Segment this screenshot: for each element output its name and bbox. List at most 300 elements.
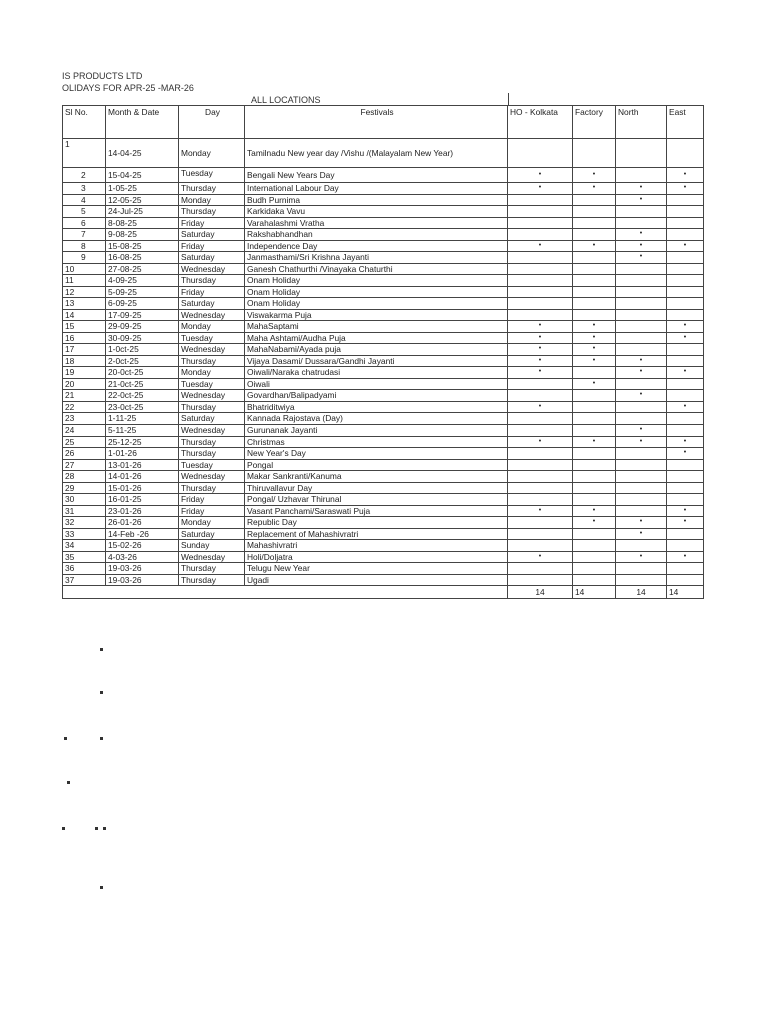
col-header-day: Day	[179, 106, 245, 139]
row-ho-kolkata-mark: •	[508, 367, 573, 379]
row-east-mark: •	[667, 240, 704, 252]
table-row	[63, 540, 704, 552]
stray-dot	[67, 781, 70, 784]
row-day: Thursday	[179, 563, 245, 575]
row-east-mark	[667, 309, 704, 321]
row-ho-kolkata-mark	[508, 494, 573, 506]
row-sno: 35	[63, 551, 106, 563]
row-east-mark	[667, 275, 704, 287]
row-festival: Rakshabhandhan	[245, 229, 508, 241]
row-sno: 25	[63, 436, 106, 448]
row-north-mark	[616, 286, 667, 298]
row-day: Wednesday	[179, 424, 245, 436]
row-day: Wednesday	[179, 344, 245, 356]
row-ho-kolkata-mark: •	[508, 401, 573, 413]
row-day: Thursday	[179, 574, 245, 586]
row-sno: 32	[63, 517, 106, 529]
row-date: 15-08-25	[106, 240, 179, 252]
row-sno: 26	[63, 448, 106, 460]
row-day: Tuesday	[179, 332, 245, 344]
row-ho-kolkata-mark: •	[508, 505, 573, 517]
row-factory-mark	[573, 206, 616, 218]
row-day: Saturday	[179, 252, 245, 264]
row-factory-mark	[573, 459, 616, 471]
row-east-mark	[667, 229, 704, 241]
row-factory-mark	[573, 286, 616, 298]
table-row	[63, 183, 704, 195]
row-day: Wednesday	[179, 309, 245, 321]
row-sno: 2	[63, 168, 106, 183]
row-sno: 13	[63, 298, 106, 310]
row-ho-kolkata-mark	[508, 390, 573, 402]
row-date: 13-01-26	[106, 459, 179, 471]
row-festival: Onam Holiday	[245, 298, 508, 310]
row-sno: 7	[63, 229, 106, 241]
row-north-mark: •	[616, 229, 667, 241]
row-day: Saturday	[179, 528, 245, 540]
row-sno: 33	[63, 528, 106, 540]
row-date: 1-0ct-25	[106, 344, 179, 356]
row-festival: Christmas	[245, 436, 508, 448]
table-row	[63, 252, 704, 264]
row-date: 6-09-25	[106, 298, 179, 310]
row-north-mark	[616, 401, 667, 413]
row-ho-kolkata-mark	[508, 378, 573, 390]
row-north-mark	[616, 378, 667, 390]
row-festival: Republic Day	[245, 517, 508, 529]
row-east-mark: •	[667, 367, 704, 379]
row-festival: Maha Ashtami/Audha Puja	[245, 332, 508, 344]
row-factory-mark	[573, 574, 616, 586]
row-day: Sunday	[179, 540, 245, 552]
row-east-mark	[667, 263, 704, 275]
table-row	[63, 459, 704, 471]
row-factory-mark: •	[573, 332, 616, 344]
stray-dot	[100, 691, 103, 694]
row-east-mark	[667, 540, 704, 552]
row-ho-kolkata-mark	[508, 517, 573, 529]
header-divider	[508, 93, 509, 105]
row-north-mark	[616, 344, 667, 356]
row-festival: Ugadi	[245, 574, 508, 586]
row-factory-mark	[573, 367, 616, 379]
row-sno: 9	[63, 252, 106, 264]
table-row	[63, 367, 704, 379]
row-factory-mark: •	[573, 505, 616, 517]
row-sno: 5	[63, 206, 106, 218]
row-north-mark: •	[616, 355, 667, 367]
row-sno: 14	[63, 309, 106, 321]
row-north-mark	[616, 217, 667, 229]
row-date: 16-08-25	[106, 252, 179, 264]
row-east-mark	[667, 413, 704, 425]
col-header-north: North	[616, 106, 667, 139]
row-festival: Holi/Doljatra	[245, 551, 508, 563]
row-east-mark	[667, 344, 704, 356]
row-day: Thursday	[179, 275, 245, 287]
row-date: 14-Feb -26	[106, 528, 179, 540]
row-sno: 28	[63, 471, 106, 483]
row-day: Monday	[179, 194, 245, 206]
row-sno: 6	[63, 217, 106, 229]
total-east: 14	[667, 586, 704, 599]
row-day: Monday	[179, 139, 245, 168]
row-festival: Onam Holiday	[245, 275, 508, 287]
row-north-mark	[616, 563, 667, 575]
row-east-mark	[667, 217, 704, 229]
row-factory-mark	[573, 275, 616, 287]
row-sno: 12	[63, 286, 106, 298]
total-factory: 14	[573, 586, 616, 599]
row-ho-kolkata-mark	[508, 563, 573, 575]
row-north-mark: •	[616, 390, 667, 402]
row-date: 22-0ct-25	[106, 390, 179, 402]
row-north-mark	[616, 263, 667, 275]
row-day: Wednesday	[179, 390, 245, 402]
row-north-mark	[616, 471, 667, 483]
row-date: 14-04-25	[106, 139, 179, 168]
totals-blank-cell	[63, 586, 508, 599]
row-ho-kolkata-mark	[508, 139, 573, 168]
row-east-mark	[667, 424, 704, 436]
table-row	[63, 298, 704, 310]
row-date: 19-03-26	[106, 574, 179, 586]
row-festival: Kannada Rajostava (Day)	[245, 413, 508, 425]
row-date: 5-11-25	[106, 424, 179, 436]
row-festival: Oiwali	[245, 378, 508, 390]
row-festival: Budh Purnima	[245, 194, 508, 206]
row-ho-kolkata-mark	[508, 194, 573, 206]
row-sno: 31	[63, 505, 106, 517]
row-east-mark	[667, 574, 704, 586]
row-north-mark: •	[616, 240, 667, 252]
total-ho-kolkata: 14	[508, 586, 573, 599]
row-ho-kolkata-mark	[508, 540, 573, 552]
row-date: 19-03-26	[106, 563, 179, 575]
row-date: 12-05-25	[106, 194, 179, 206]
row-day: Friday	[179, 494, 245, 506]
row-factory-mark: •	[573, 344, 616, 356]
row-festival: Bhatriditwiya	[245, 401, 508, 413]
row-date: 16-01-25	[106, 494, 179, 506]
row-factory-mark: •	[573, 517, 616, 529]
table-row	[63, 494, 704, 506]
stray-dot	[100, 886, 103, 889]
table-row	[63, 286, 704, 298]
row-festival: MahaSaptami	[245, 321, 508, 333]
row-north-mark	[616, 494, 667, 506]
table-row	[63, 240, 704, 252]
table-row	[63, 332, 704, 344]
row-ho-kolkata-mark	[508, 459, 573, 471]
row-factory-mark: •	[573, 378, 616, 390]
row-sno: 29	[63, 482, 106, 494]
stray-dot	[100, 737, 103, 740]
row-factory-mark	[573, 494, 616, 506]
row-ho-kolkata-mark	[508, 217, 573, 229]
row-day: Wednesday	[179, 471, 245, 483]
row-east-mark: •	[667, 505, 704, 517]
table-header-row	[63, 106, 704, 139]
row-ho-kolkata-mark: •	[508, 183, 573, 195]
row-east-mark	[667, 298, 704, 310]
row-day: Thursday	[179, 183, 245, 195]
row-date: 27-08-25	[106, 263, 179, 275]
row-factory-mark: •	[573, 183, 616, 195]
row-date: 4-09-25	[106, 275, 179, 287]
row-day: Thursday	[179, 355, 245, 367]
row-date: 1-11-25	[106, 413, 179, 425]
table-row	[63, 309, 704, 321]
row-east-mark: •	[667, 321, 704, 333]
row-sno: 22	[63, 401, 106, 413]
row-festival: New Year's Day	[245, 448, 508, 460]
row-factory-mark	[573, 309, 616, 321]
row-east-mark: •	[667, 168, 704, 183]
table-row	[63, 563, 704, 575]
row-north-mark: •	[616, 551, 667, 563]
row-north-mark	[616, 298, 667, 310]
holiday-table	[62, 105, 704, 599]
row-day: Friday	[179, 505, 245, 517]
row-festival: Govardhan/Balipadyami	[245, 390, 508, 402]
row-factory-mark	[573, 413, 616, 425]
row-north-mark	[616, 206, 667, 218]
row-date: 5-09-25	[106, 286, 179, 298]
table-row	[63, 390, 704, 402]
row-sno: 37	[63, 574, 106, 586]
row-festival: Vasant Panchami/Saraswati Puja	[245, 505, 508, 517]
row-festival: Telugu New Year	[245, 563, 508, 575]
row-day: Wednesday	[179, 263, 245, 275]
row-factory-mark	[573, 482, 616, 494]
row-east-mark: •	[667, 517, 704, 529]
table-row	[63, 471, 704, 483]
row-day: Tuesday	[179, 378, 245, 390]
row-north-mark: •	[616, 436, 667, 448]
row-date: 4-03-26	[106, 551, 179, 563]
row-factory-mark	[573, 217, 616, 229]
row-east-mark: •	[667, 401, 704, 413]
row-east-mark: •	[667, 448, 704, 460]
row-ho-kolkata-mark: •	[508, 436, 573, 448]
row-day: Thursday	[179, 206, 245, 218]
row-ho-kolkata-mark: •	[508, 240, 573, 252]
row-festival: Bengali New Years Day	[245, 168, 508, 183]
row-day: Tuesday	[179, 459, 245, 471]
row-ho-kolkata-mark	[508, 424, 573, 436]
table-row	[63, 217, 704, 229]
row-north-mark: •	[616, 194, 667, 206]
col-header-festival: Festivals	[245, 106, 508, 139]
row-ho-kolkata-mark	[508, 298, 573, 310]
row-day: Friday	[179, 286, 245, 298]
row-festival: MahaNabami/Ayada puja	[245, 344, 508, 356]
row-day: Thursday	[179, 482, 245, 494]
row-factory-mark	[573, 390, 616, 402]
row-ho-kolkata-mark: •	[508, 551, 573, 563]
row-east-mark	[667, 563, 704, 575]
row-north-mark: •	[616, 424, 667, 436]
totals-row	[63, 586, 704, 599]
row-date: 9-08-25	[106, 229, 179, 241]
row-sno: 21	[63, 390, 106, 402]
table-row	[63, 424, 704, 436]
row-festival: Mahashivratri	[245, 540, 508, 552]
row-day: Thursday	[179, 448, 245, 460]
row-ho-kolkata-mark	[508, 482, 573, 494]
row-ho-kolkata-mark: •	[508, 168, 573, 183]
row-date: 21-0ct-25	[106, 378, 179, 390]
row-east-mark	[667, 459, 704, 471]
row-factory-mark	[573, 252, 616, 264]
table-row	[63, 413, 704, 425]
row-factory-mark	[573, 401, 616, 413]
row-festival: Replacement of Mahashivratri	[245, 528, 508, 540]
total-north: 14	[616, 586, 667, 599]
row-north-mark	[616, 413, 667, 425]
row-factory-mark: •	[573, 240, 616, 252]
row-day: Monday	[179, 321, 245, 333]
row-factory-mark	[573, 528, 616, 540]
row-east-mark	[667, 378, 704, 390]
row-day: Monday	[179, 517, 245, 529]
holiday-period-title: OLIDAYS FOR APR-25 -MAR-26	[62, 83, 194, 93]
row-festival: Karkidaka Vavu	[245, 206, 508, 218]
row-north-mark	[616, 275, 667, 287]
row-date: 30-09-25	[106, 332, 179, 344]
col-header-sno: Sl No.	[63, 106, 106, 139]
row-festival: Thiruvallavur Day	[245, 482, 508, 494]
row-factory-mark	[573, 563, 616, 575]
row-east-mark	[667, 252, 704, 264]
row-sno: 16	[63, 332, 106, 344]
row-north-mark	[616, 139, 667, 168]
row-ho-kolkata-mark	[508, 263, 573, 275]
row-sno: 36	[63, 563, 106, 575]
row-festival: Viswakarma Puja	[245, 309, 508, 321]
row-east-mark	[667, 482, 704, 494]
row-date: 23-01-26	[106, 505, 179, 517]
table-row	[63, 551, 704, 563]
col-header-factory: Factory	[573, 106, 616, 139]
row-east-mark: •	[667, 436, 704, 448]
row-north-mark	[616, 321, 667, 333]
row-east-mark: •	[667, 551, 704, 563]
table-row	[63, 505, 704, 517]
row-east-mark	[667, 286, 704, 298]
row-sno: 3	[63, 183, 106, 195]
row-festival: Pongal	[245, 459, 508, 471]
row-north-mark: •	[616, 183, 667, 195]
row-festival: Vijaya Dasami/ Dussara/Gandhi Jayanti	[245, 355, 508, 367]
table-row	[63, 528, 704, 540]
table-row	[63, 263, 704, 275]
row-east-mark	[667, 355, 704, 367]
table-row	[63, 436, 704, 448]
row-sno: 18	[63, 355, 106, 367]
row-festival: Makar Sankranti/Kanuma	[245, 471, 508, 483]
row-festival: Pongal/ Uzhavar Thirunal	[245, 494, 508, 506]
row-sno: 19	[63, 367, 106, 379]
row-ho-kolkata-mark	[508, 471, 573, 483]
company-name: IS PRODUCTS LTD	[62, 71, 143, 81]
row-north-mark	[616, 574, 667, 586]
row-north-mark	[616, 168, 667, 183]
row-sno: 10	[63, 263, 106, 275]
row-factory-mark	[573, 298, 616, 310]
table-row	[63, 482, 704, 494]
table-row	[63, 168, 704, 183]
row-day: Saturday	[179, 298, 245, 310]
row-date: 26-01-26	[106, 517, 179, 529]
row-east-mark: •	[667, 332, 704, 344]
row-festival: Varahalashmi Vratha	[245, 217, 508, 229]
table-row	[63, 448, 704, 460]
row-sno: 4	[63, 194, 106, 206]
row-sno: 17	[63, 344, 106, 356]
row-north-mark: •	[616, 528, 667, 540]
row-east-mark: •	[667, 183, 704, 195]
row-ho-kolkata-mark	[508, 275, 573, 287]
row-north-mark	[616, 459, 667, 471]
row-north-mark	[616, 505, 667, 517]
row-day: Wednesday	[179, 551, 245, 563]
row-factory-mark	[573, 229, 616, 241]
row-factory-mark	[573, 424, 616, 436]
row-festival: Independence Day	[245, 240, 508, 252]
row-east-mark	[667, 390, 704, 402]
table-row	[63, 401, 704, 413]
table-row	[63, 378, 704, 390]
row-ho-kolkata-mark	[508, 206, 573, 218]
row-festival: Gurunanak Jayanti	[245, 424, 508, 436]
row-date: 14-01-26	[106, 471, 179, 483]
row-ho-kolkata-mark	[508, 413, 573, 425]
row-date: 24-Jul-25	[106, 206, 179, 218]
table-row	[63, 344, 704, 356]
row-north-mark	[616, 540, 667, 552]
row-festival: International Labour Day	[245, 183, 508, 195]
row-north-mark	[616, 309, 667, 321]
row-ho-kolkata-mark: •	[508, 344, 573, 356]
row-east-mark	[667, 139, 704, 168]
row-ho-kolkata-mark: •	[508, 332, 573, 344]
row-sno: 23	[63, 413, 106, 425]
row-sno: 11	[63, 275, 106, 287]
row-festival: Janmasthami/Sri Krishna Jayanti	[245, 252, 508, 264]
row-day: Thursday	[179, 401, 245, 413]
row-sno: 20	[63, 378, 106, 390]
row-date: 15-01-26	[106, 482, 179, 494]
row-factory-mark	[573, 139, 616, 168]
row-factory-mark: •	[573, 436, 616, 448]
table-row	[63, 139, 704, 168]
row-factory-mark: •	[573, 321, 616, 333]
all-locations-label: ALL LOCATIONS	[251, 95, 321, 105]
row-factory-mark	[573, 263, 616, 275]
row-sno: 8	[63, 240, 106, 252]
row-ho-kolkata-mark: •	[508, 355, 573, 367]
row-date: 25-12-25	[106, 436, 179, 448]
row-north-mark	[616, 448, 667, 460]
row-date: 1-05-25	[106, 183, 179, 195]
row-day: Friday	[179, 217, 245, 229]
row-east-mark	[667, 194, 704, 206]
row-day: Friday	[179, 240, 245, 252]
row-north-mark: •	[616, 367, 667, 379]
col-header-date: Month & Date	[106, 106, 179, 139]
